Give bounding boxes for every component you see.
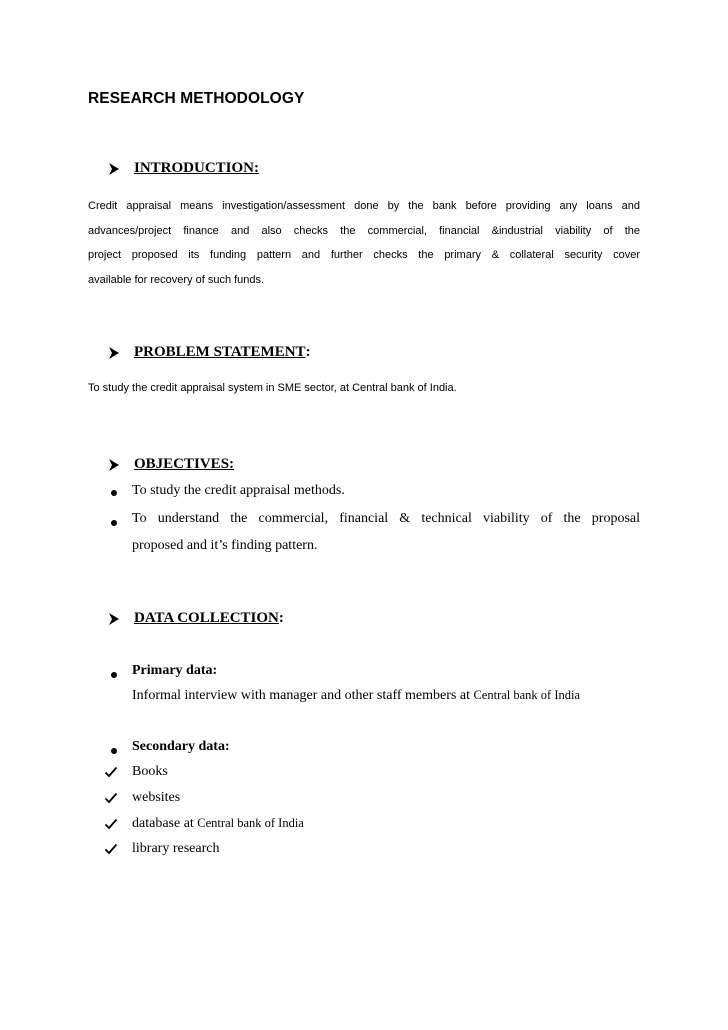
paragraph-line: project proposed its funding pattern and further checks the primary & collateral security cover bbox=[88, 249, 640, 261]
introduction-paragraph bbox=[88, 194, 640, 292]
objective-item-continued: proposed and it’s finding pattern. bbox=[132, 538, 318, 553]
bullet-dot-icon bbox=[110, 486, 118, 501]
secondary-item-database-bank: Central bank of India bbox=[197, 816, 304, 830]
problem-statement-heading: PROBLEM STATEMENT bbox=[134, 344, 306, 360]
paragraph-line: Credit appraisal means investigation/assessment done by the bank before providing any loans and bbox=[88, 200, 640, 212]
secondary-item-database: database at bbox=[132, 816, 198, 831]
problem-statement-text: To study the credit appraisal system in SME sector, at Central bank of India. bbox=[88, 382, 457, 394]
primary-data-text-main: Informal interview with manager and other staff members at bbox=[132, 688, 474, 703]
objective-item: To study the credit appraisal methods. bbox=[132, 483, 345, 498]
primary-data-text bbox=[132, 688, 580, 704]
objectives-heading: OBJECTIVES: bbox=[134, 456, 235, 472]
section-heading-introduction bbox=[107, 160, 259, 177]
primary-data-label: Primary data: bbox=[132, 663, 218, 678]
secondary-item: websites bbox=[132, 790, 181, 805]
bullet-dot-icon bbox=[110, 516, 118, 531]
data-collection-heading: DATA COLLECTION bbox=[134, 610, 279, 626]
bullet-dot-icon bbox=[110, 668, 118, 683]
checkmark-icon bbox=[104, 817, 118, 836]
heading-colon: : bbox=[305, 344, 311, 360]
secondary-data-label: Secondary data: bbox=[132, 739, 230, 754]
arrow-bullet-icon bbox=[107, 161, 125, 176]
heading-colon: : bbox=[278, 610, 284, 626]
primary-data-text-bank: Central bank of India bbox=[473, 688, 581, 702]
arrow-bullet-icon bbox=[107, 345, 125, 360]
section-heading-data-collection bbox=[107, 610, 284, 627]
checkmark-icon bbox=[104, 765, 118, 784]
arrow-bullet-icon bbox=[107, 457, 125, 472]
objective-item: To understand the commercial, financial & technical viability of the proposal bbox=[132, 511, 640, 526]
checkmark-icon bbox=[104, 791, 118, 810]
page-title: RESEARCH METHODOLOGY bbox=[88, 90, 305, 107]
section-heading-problem-statement bbox=[107, 344, 311, 361]
bullet-dot-icon bbox=[110, 744, 118, 759]
checkmark-icon bbox=[104, 842, 118, 861]
secondary-item: library research bbox=[132, 841, 220, 856]
introduction-heading: INTRODUCTION: bbox=[134, 160, 260, 176]
secondary-item bbox=[132, 816, 304, 832]
paragraph-line: advances/project finance and also checks the commercial, financial &industrial viability of the bbox=[88, 224, 640, 237]
arrow-bullet-icon bbox=[107, 611, 125, 626]
secondary-item: Books bbox=[132, 764, 168, 779]
paragraph-line: available for recovery of such funds. bbox=[88, 273, 265, 286]
section-heading-objectives bbox=[107, 456, 234, 473]
